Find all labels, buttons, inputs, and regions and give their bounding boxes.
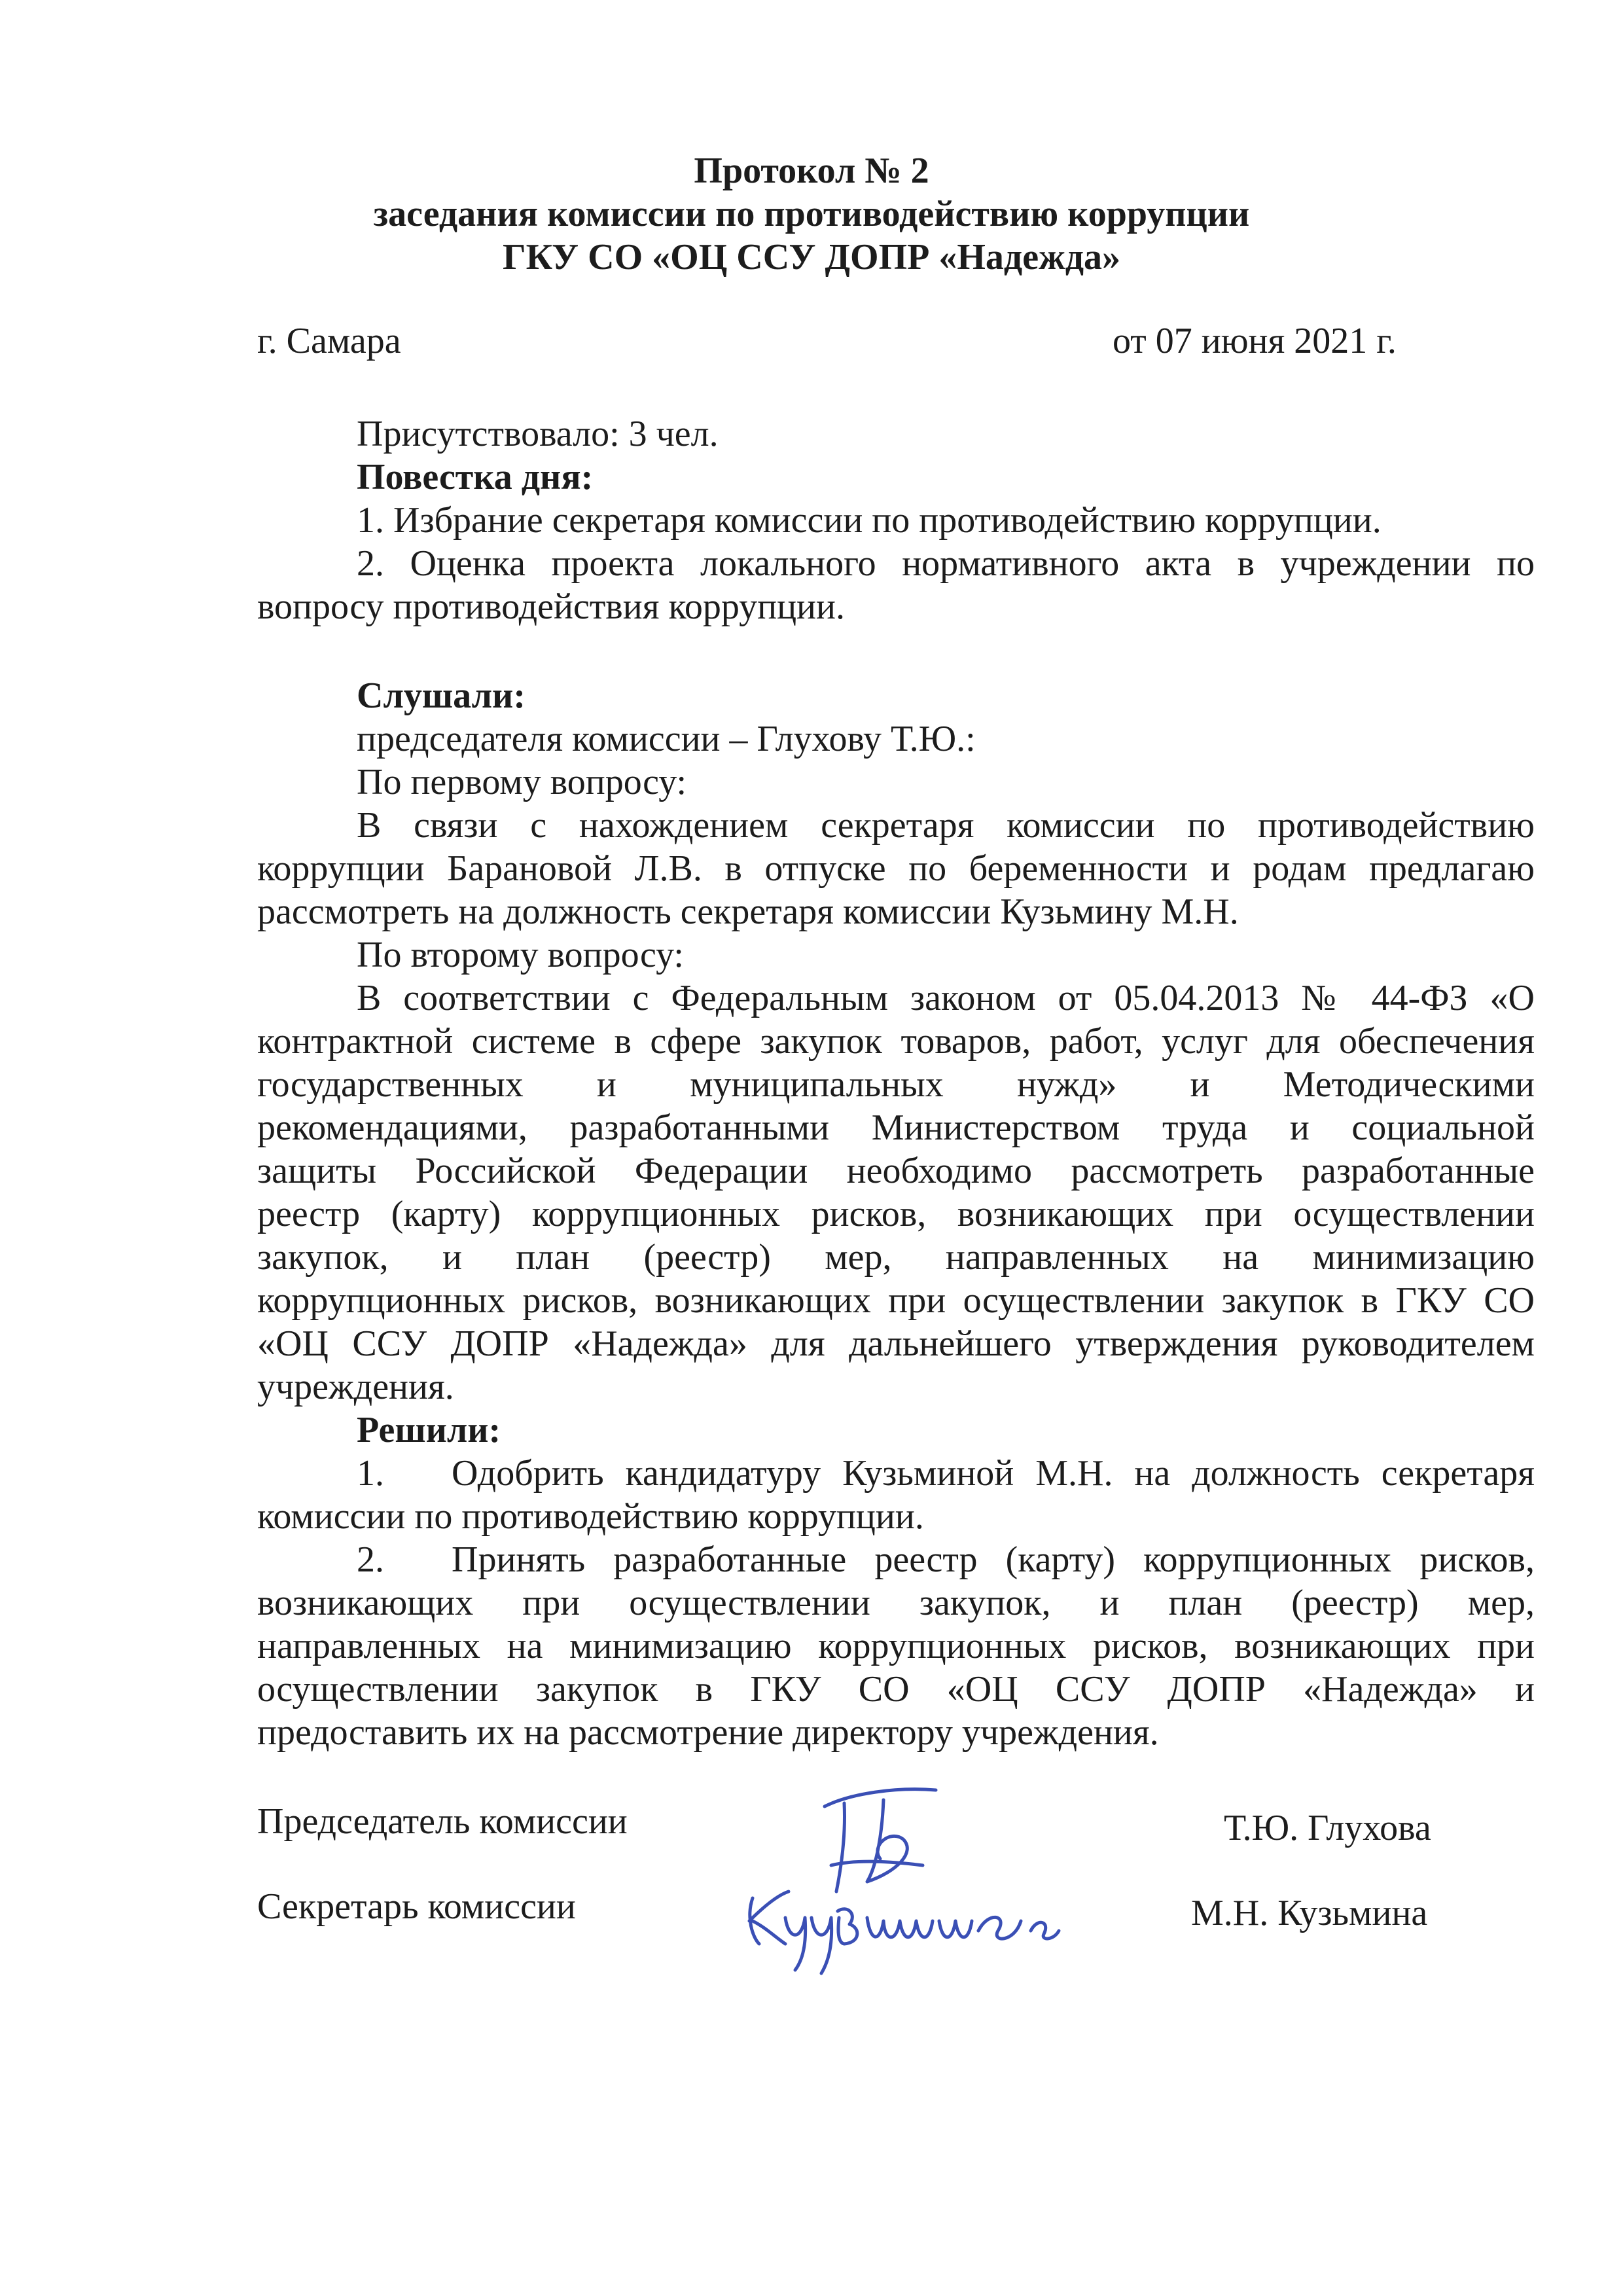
decision-2-number: 2. bbox=[357, 1539, 384, 1580]
question-2-text-line: защиты Российской Федерации необходимо рассмотреть разработанные bbox=[257, 1151, 1535, 1191]
city: г. Самара bbox=[257, 321, 401, 361]
decision-2-text-line: возникающих при осуществлении закупок, и план (реестр) мер, bbox=[257, 1583, 1535, 1623]
question-2-text-line: «ОЦ ССУ ДОПР «Надежда» для дальнейшего утверждения руководителем bbox=[257, 1323, 1535, 1364]
attendance: Присутствовало: 3 чел. bbox=[357, 414, 719, 454]
secretary-name: М.Н. Кузьмина bbox=[1191, 1893, 1428, 1933]
decision-1-text-line: Одобрить кандидатуру Кузьминой М.Н. на должность секретаря bbox=[452, 1453, 1535, 1494]
question-1-text-line: рассмотреть на должность секретаря комиссии Кузьмину М.Н. bbox=[257, 891, 1239, 932]
decided-heading: Решили: bbox=[357, 1410, 501, 1450]
decision-2-text-line: Принять разработанные реестр (карту) коррупционных рисков, bbox=[452, 1539, 1535, 1580]
agenda-heading: Повестка дня: bbox=[357, 457, 594, 497]
question-1-heading: По первому вопросу: bbox=[357, 762, 687, 802]
speaker: председателя комиссии – Глухову Т.Ю.: bbox=[357, 719, 976, 759]
question-2-text-line: коррупционных рисков, возникающих при осуществлении закупок в ГКУ СО bbox=[257, 1280, 1535, 1321]
document-subtitle-commission: заседания комиссии по противодействию коррупции bbox=[373, 194, 1250, 234]
question-2-text-line: учреждения. bbox=[257, 1367, 454, 1407]
agenda-item-1: 1. Избрание секретаря комиссии по противодействию коррупции. bbox=[357, 500, 1382, 541]
question-2-heading: По второму вопросу: bbox=[357, 935, 684, 975]
secretary-label: Секретарь комиссии bbox=[257, 1886, 576, 1927]
protocol-date: от 07 июня 2021 г. bbox=[1113, 321, 1397, 361]
decision-2-text-line: осуществлении закупок в ГКУ СО «ОЦ ССУ ДОПР «Надежда» и bbox=[257, 1669, 1535, 1710]
chair-name: Т.Ю. Глухова bbox=[1224, 1808, 1431, 1848]
secretary-signature bbox=[740, 1865, 1067, 1977]
question-2-text-line: контрактной системе в сфере закупок товаров, работ, услуг для обеспечения bbox=[257, 1021, 1535, 1062]
document-title: Протокол № 2 bbox=[694, 151, 929, 191]
question-1-text-line: В связи с нахождением секретаря комиссии по противодействию bbox=[357, 805, 1535, 846]
decision-2-text-line: направленных на минимизацию коррупционных рисков, возникающих при bbox=[257, 1626, 1535, 1666]
document-subtitle-organization: ГКУ СО «ОЦ ССУ ДОПР «Надежда» bbox=[502, 237, 1121, 278]
decision-1-text-line: комиссии по противодействию коррупции. bbox=[257, 1496, 924, 1537]
agenda-item-2-line: вопросу противодействия коррупции. bbox=[257, 586, 845, 627]
question-2-text-line: закупок, и план (реестр) мер, направленных на минимизацию bbox=[257, 1237, 1535, 1278]
question-2-text-line: В соответствии с Федеральным законом от 05.04.2013 № 44-ФЗ «О bbox=[357, 978, 1535, 1018]
question-2-text-line: реестр (карту) коррупционных рисков, возникающих при осуществлении bbox=[257, 1194, 1535, 1234]
question-2-text-line: государственных и муниципальных нужд» и Методическими bbox=[257, 1064, 1535, 1105]
chair-label: Председатель комиссии bbox=[257, 1801, 628, 1842]
decision-1-number: 1. bbox=[357, 1453, 384, 1494]
question-1-text-line: коррупции Барановой Л.В. в отпуске по беременности и родам предлагаю bbox=[257, 848, 1535, 889]
agenda-item-2-line: 2. Оценка проекта локального нормативного акта в учреждении по bbox=[357, 543, 1535, 584]
question-2-text-line: рекомендациями, разработанными Министерством труда и социальной bbox=[257, 1107, 1535, 1148]
decision-2-text-line: предоставить их на рассмотрение директору учреждения. bbox=[257, 1712, 1159, 1753]
heard-heading: Слушали: bbox=[357, 675, 526, 716]
